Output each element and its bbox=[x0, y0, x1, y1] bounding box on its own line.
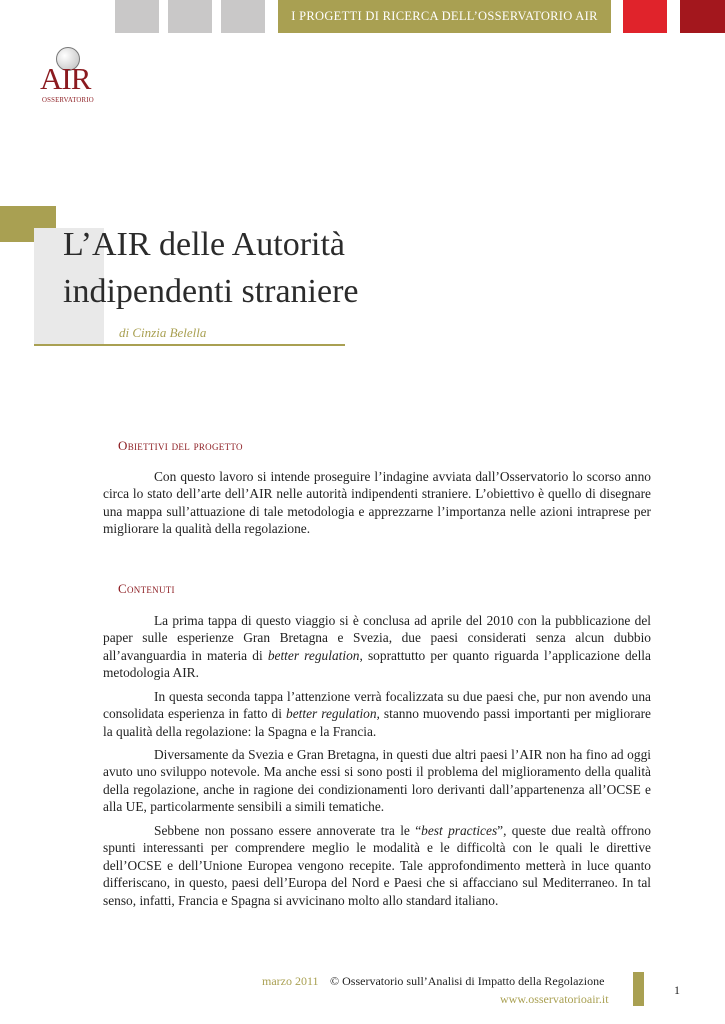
title-line-1: L’AIR delle Autorità bbox=[63, 226, 346, 263]
document-title bbox=[63, 221, 359, 315]
paragraph-contents-4: Sebbene non possano essere annoverate tra le “best practices”, queste due realtà offrono spunti interessanti per comprendere meglio le modalità e le difficoltà con le quali le direttive dell’OCSE e dell’Unione Europea vengono recepite. Tale approfondimento metterà in luce quanto differiscano, in questo, paesi dell’Europa del Nord e Paesi che si affacciano sul Mediterraneo. In tal senso, infatti, Francia e Spagna si avvicinano molto allo standard italiano. bbox=[103, 823, 651, 908]
logo-text: AIR bbox=[40, 61, 91, 96]
logo-subtitle: OSSERVATORIO bbox=[42, 97, 94, 104]
paragraph-objectives: Con questo lavoro si intende proseguire l’indagine avviata dall’Osservatorio lo scorso anno circa lo stato dell’arte dell’AIR nelle autorità indipendenti straniere. L’obiettivo è quello di disegnare una mappa sull’attuazione di tale metodologia e apprezzarne l’importanza nelle azioni intraprese per migliorare la qualità della regolazione. bbox=[103, 469, 651, 537]
header-red-square bbox=[623, 0, 667, 33]
paragraph-contents-3: Diversamente da Svezia e Gran Bretagna, in questi due altri paesi l’AIR non ha fino ad oggi avuto uno sviluppo notevole. Ma anche essi si sono posti il problema del miglioramento della qualità della regolazione, anche in ragione dei condizionamenti loro derivanti dall’appartenenza all’OCSE e alla UE, particolarmente sensibili a simili tematiche. bbox=[103, 747, 651, 815]
paragraph-contents-2: In questa seconda tappa l’attenzione verrà focalizzata su due paesi che, pur non avendo una consolidata esperienza in fatto di better regulation, stanno muovendo passi importanti per migliorare la qualità della regolazione: la Spagna e la Francia. bbox=[103, 689, 651, 739]
header-dark-red-square bbox=[680, 0, 725, 33]
observatory-logo bbox=[40, 47, 102, 107]
page-number: 1 bbox=[674, 983, 680, 997]
section-heading-objectives: Obiettivi del progetto bbox=[118, 438, 243, 453]
footer-copyright: © Osservatorio sull’Analisi di Impatto della Regolazione bbox=[330, 974, 605, 988]
emphasis-better-regulation: better regulation bbox=[267, 647, 360, 663]
emphasis-best-practices: best practices bbox=[421, 823, 498, 838]
footer-accent-bar bbox=[633, 972, 644, 1006]
title-line-2: indipendenti straniere bbox=[63, 273, 359, 310]
title-divider bbox=[34, 344, 345, 346]
section-heading-contents: Contenuti bbox=[118, 581, 175, 596]
header-decor-square bbox=[168, 0, 212, 33]
footer-date: marzo 2011 bbox=[262, 974, 319, 988]
header-decor-square bbox=[221, 0, 265, 33]
header-banner: I PROGETTI DI RICERCA DELL’OSSERVATORIO AIR bbox=[278, 0, 611, 33]
emphasis-better-regulation: better regulation, bbox=[286, 706, 380, 722]
paragraph-contents-1: La prima tappa di questo viaggio si è conclusa ad aprile del 2010 con la pubblicazione del paper sulle esperienze Gran Bretagna e Svezia, due paesi considerati senza alcun dubbio all’avanguardia in materia di better regulation, soprattutto per quanto riguarda l’applicazione della metodologia AIR. bbox=[103, 613, 651, 681]
footer-website-link[interactable]: www.osservatorioair.it bbox=[500, 992, 609, 1006]
header-decor-square bbox=[115, 0, 159, 33]
author-byline: di Cinzia Belella bbox=[119, 325, 207, 340]
